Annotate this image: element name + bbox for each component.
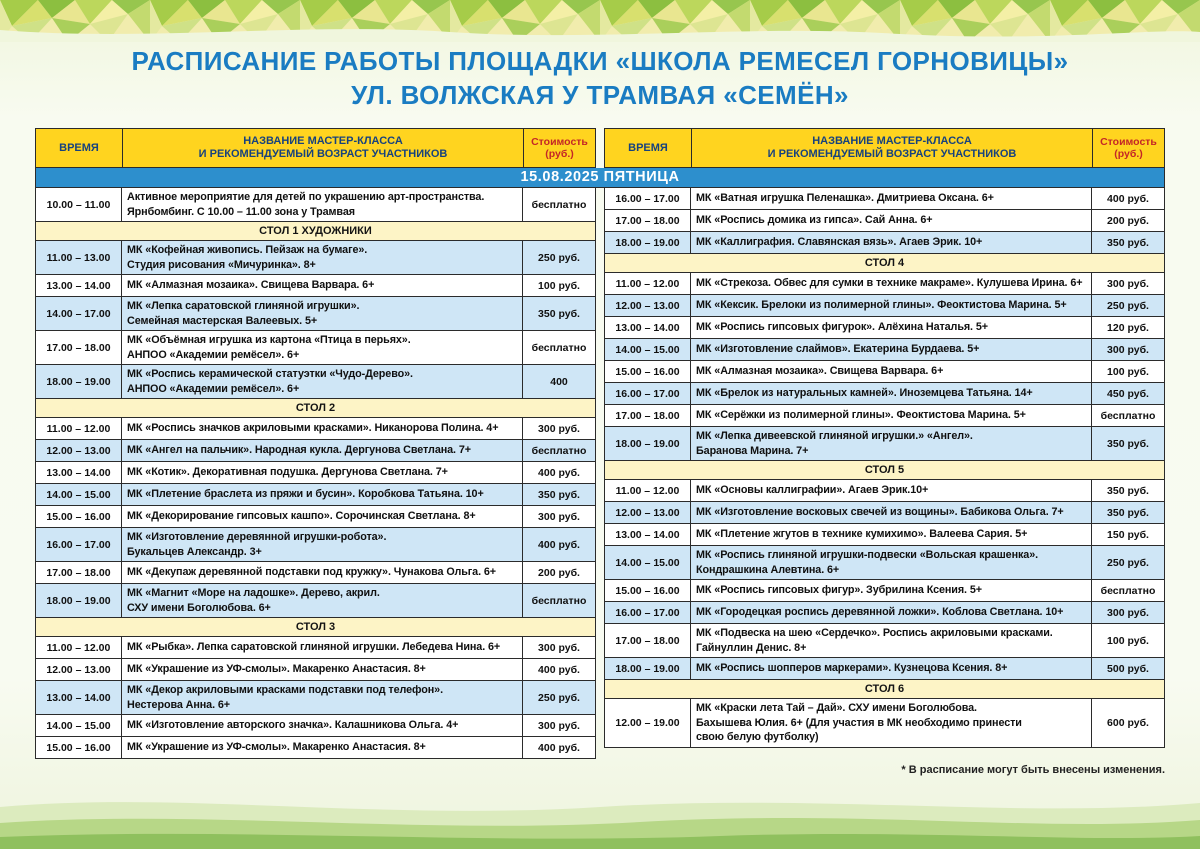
page-title-line2: УЛ. ВОЛЖСКАЯ У ТРАМВАЯ «СЕМЁН» (351, 80, 849, 110)
price-header-line2: (руб.) (1114, 148, 1143, 160)
table-row (605, 295, 1164, 317)
price-cell: бесплатно (531, 341, 587, 354)
class-name-line: Активное мероприятие для детей по украшению арт-пространства. (127, 191, 485, 203)
class-name-line: МК «Городецкая роспись деревянной ложки». Коблова Светлана. 10+ (696, 606, 1064, 619)
table-row (36, 418, 595, 440)
price-header-line1: Стоимость (531, 136, 588, 148)
time-cell: 12.00 – 13.00 (36, 440, 122, 461)
page-title-line1: РАСПИСАНИЕ РАБОТЫ ПЛОЩАДКИ «ШКОЛА РЕМЕСЕЛ ГОРНОВИЦЫ» (131, 46, 1069, 76)
table-row (605, 210, 1164, 232)
table-row (36, 637, 595, 659)
price-cell: 100 руб. (1107, 365, 1149, 378)
table-row (36, 241, 595, 275)
time-cell: 15.00 – 16.00 (36, 506, 122, 527)
class-name-line: МК «Изготовление авторского значка». Калашникова Ольга. 4+ (127, 719, 459, 732)
price-cell: 300 руб. (538, 510, 580, 523)
table-row (605, 405, 1164, 427)
class-name-line: МК «Магнит «Море на ладошке». Дерево, акрил. (127, 587, 380, 599)
table-row (36, 462, 595, 484)
time-cell: 15.00 – 16.00 (36, 737, 122, 758)
price-cell: 100 руб. (538, 279, 580, 292)
price-cell: 300 руб. (538, 641, 580, 654)
table-row (605, 699, 1164, 747)
table-header-right (604, 128, 1165, 168)
class-name-line: Бахышева Юлия. 6+ (Для участия в МК необходимо принести (696, 716, 1022, 729)
class-name-cell (122, 188, 523, 221)
price-cell: 300 руб. (1107, 277, 1149, 290)
name-header (122, 129, 523, 167)
price-cell: 450 руб. (1107, 387, 1149, 400)
time-cell: 11.00 – 12.00 (36, 637, 122, 658)
class-name-cell (691, 580, 1092, 601)
class-name-line: МК «Алмазная мозаика». Свищева Варвара. 6+ (696, 365, 944, 378)
class-name-cell (122, 715, 523, 736)
price-cell: 250 руб. (538, 251, 580, 264)
time-cell: 13.00 – 14.00 (605, 317, 691, 338)
time-cell: 12.00 – 19.00 (605, 699, 691, 747)
time-cell: 18.00 – 19.00 (605, 658, 691, 679)
time-cell: 16.00 – 17.00 (605, 188, 691, 209)
class-name-cell (122, 659, 523, 680)
class-name-cell (122, 528, 523, 561)
class-name-line: МК «Роспись гипсовых фигурок». Алёхина Наталья. 5+ (696, 321, 988, 334)
time-cell: 17.00 – 18.00 (36, 562, 122, 583)
time-header: ВРЕМЯ (59, 141, 99, 154)
class-name-cell (122, 484, 523, 505)
price-cell: 400 руб. (538, 538, 580, 551)
class-name-cell (122, 506, 523, 527)
time-cell: 11.00 – 12.00 (605, 480, 691, 501)
price-cell: 250 руб. (1107, 556, 1149, 569)
price-cell: 400 руб. (538, 663, 580, 676)
table-row (36, 365, 595, 399)
class-name-line: МК «Алмазная мозаика». Свищева Варвара. 6+ (127, 279, 375, 292)
price-cell: бесплатно (531, 444, 587, 457)
table-header-left (35, 128, 596, 168)
price-cell: 400 руб. (538, 466, 580, 479)
class-name-line: МК «Краски лета Тай – Дай». СХУ имени Боголюбова. (696, 702, 977, 714)
class-name-cell (691, 317, 1092, 338)
class-name-cell (691, 339, 1092, 360)
name-header (691, 129, 1092, 167)
price-cell: 300 руб. (1107, 343, 1149, 356)
class-name-line: Ярнбомбинг. С 10.00 – 11.00 зона у Трамвая (127, 205, 355, 218)
schedule-table-left (35, 188, 596, 759)
class-name-cell (122, 562, 523, 583)
table-row (605, 502, 1164, 524)
price-cell: 350 руб. (1107, 236, 1149, 249)
section-header-row: СТОЛ 2 (36, 399, 595, 418)
class-name-cell (691, 383, 1092, 404)
time-cell: 14.00 – 15.00 (605, 339, 691, 360)
name-header-line2: И РЕКОМЕНДУЕМЫЙ ВОЗРАСТ УЧАСТНИКОВ (198, 148, 448, 160)
time-cell: 17.00 – 18.00 (605, 210, 691, 231)
class-name-line: МК «Стрекоза. Обвес для сумки в технике макраме». Кулушева Ирина. 6+ (696, 277, 1083, 290)
table-row (605, 361, 1164, 383)
table-row (605, 383, 1164, 405)
price-header (523, 129, 595, 167)
date-banner: 15.08.2025 ПЯТНИЦА (35, 168, 1165, 188)
time-cell: 11.00 – 12.00 (36, 418, 122, 439)
table-row (605, 546, 1164, 580)
time-cell: 14.00 – 17.00 (36, 297, 122, 330)
class-name-line: МК «Ватная игрушка Пеленашка». Дмитриева Оксана. 6+ (696, 192, 994, 205)
price-cell: 300 руб. (538, 719, 580, 732)
time-cell: 15.00 – 16.00 (605, 580, 691, 601)
class-name-cell (122, 241, 523, 274)
table-row (605, 658, 1164, 680)
table-row (36, 297, 595, 331)
time-cell: 13.00 – 14.00 (36, 275, 122, 296)
class-name-cell (691, 502, 1092, 523)
class-name-line: МК «Изготовление деревянной игрушки-робота». (127, 531, 387, 543)
table-row (605, 317, 1164, 339)
class-name-cell (691, 295, 1092, 316)
class-name-line: Букальцев Александр. 3+ (127, 545, 262, 558)
class-name-cell (691, 699, 1092, 747)
schedule-table-right (604, 188, 1165, 748)
class-name-line: АНПОО «Академии ремёсел». 6+ (127, 382, 300, 395)
table-row (605, 427, 1164, 461)
price-cell: бесплатно (1100, 409, 1156, 422)
bottom-waves-decoration (0, 789, 1200, 849)
class-name-line: АНПОО «Академии ремёсел». 6+ (127, 348, 300, 361)
table-row (36, 440, 595, 462)
section-header-row: СТОЛ 5 (605, 461, 1164, 480)
class-name-line: свою белую футболку) (696, 731, 819, 743)
price-cell: 300 руб. (1107, 606, 1149, 619)
time-cell: 15.00 – 16.00 (605, 361, 691, 382)
time-cell: 17.00 – 18.00 (36, 331, 122, 364)
table-row (605, 480, 1164, 502)
class-name-line: Семейная мастерская Валеевых. 5+ (127, 314, 318, 327)
price-cell: 350 руб. (1107, 437, 1149, 450)
class-name-cell (691, 427, 1092, 460)
time-cell: 12.00 – 13.00 (605, 295, 691, 316)
price-cell: 350 руб. (538, 307, 580, 320)
class-name-cell (122, 297, 523, 330)
class-name-line: МК «Каллиграфия. Славянская вязь». Агаев Эрик. 10+ (696, 236, 983, 249)
table-row (36, 584, 595, 618)
class-name-line: МК «Подвеска на шею «Сердечко». Роспись акриловыми красками. (696, 627, 1053, 639)
class-name-cell (691, 188, 1092, 209)
class-name-line: МК «Брелок из натуральных камней». Иноземцева Татьяна. 14+ (696, 387, 1033, 400)
price-cell: 400 (550, 375, 568, 388)
time-cell: 11.00 – 13.00 (36, 241, 122, 274)
table-row (605, 524, 1164, 546)
class-name-cell (691, 480, 1092, 501)
name-header-line1: НАЗВАНИЕ МАСТЕР-КЛАССА (812, 135, 972, 147)
table-row (605, 339, 1164, 361)
class-name-line: Баранова Марина. 7+ (696, 444, 809, 457)
class-name-cell (122, 275, 523, 296)
class-name-line: МК «Изготовление слаймов». Екатерина Бурдаева. 5+ (696, 343, 980, 356)
time-cell: 17.00 – 18.00 (605, 624, 691, 657)
table-row (605, 188, 1164, 210)
class-name-cell (122, 440, 523, 461)
class-name-line: МК «Декор акриловыми красками подставки под телефон». (127, 684, 443, 696)
class-name-line: МК «Основы каллиграфии». Агаев Эрик.10+ (696, 484, 929, 497)
price-cell: 200 руб. (1107, 214, 1149, 227)
time-cell: 13.00 – 14.00 (36, 462, 122, 483)
price-cell: 200 руб. (538, 566, 580, 579)
name-header-line2: И РЕКОМЕНДУЕМЫЙ ВОЗРАСТ УЧАСТНИКОВ (767, 148, 1017, 160)
table-row (36, 275, 595, 297)
time-cell: 16.00 – 17.00 (605, 602, 691, 623)
class-name-cell (691, 405, 1092, 426)
time-cell: 14.00 – 15.00 (36, 484, 122, 505)
price-cell: 400 руб. (538, 741, 580, 754)
price-cell: 150 руб. (1107, 528, 1149, 541)
table-row (36, 331, 595, 365)
class-name-line: МК «Рыбка». Лепка саратовской глиняной игрушки. Лебедева Нина. 6+ (127, 641, 501, 654)
class-name-line: МК «Украшение из УФ-смолы». Макаренко Анастасия. 8+ (127, 663, 426, 676)
price-cell: 300 руб. (538, 422, 580, 435)
time-cell: 16.00 – 17.00 (605, 383, 691, 404)
section-header-row: СТОЛ 1 ХУДОЖНИКИ (36, 222, 595, 241)
class-name-cell (122, 418, 523, 439)
time-cell: 12.00 – 13.00 (605, 502, 691, 523)
changes-footnote: * В расписание могут быть внесены изменения. (901, 764, 1165, 776)
class-name-cell (691, 273, 1092, 294)
price-cell: 250 руб. (1107, 299, 1149, 312)
class-name-cell (691, 602, 1092, 623)
class-name-line: Студия рисования «Мичуринка». 8+ (127, 258, 316, 271)
class-name-line: Кондрашкина Алевтина. 6+ (696, 563, 840, 576)
time-cell: 12.00 – 13.00 (36, 659, 122, 680)
time-cell: 16.00 – 17.00 (36, 528, 122, 561)
time-cell: 13.00 – 14.00 (36, 681, 122, 714)
class-name-cell (691, 210, 1092, 231)
section-header-row: СТОЛ 6 (605, 680, 1164, 699)
class-name-line: МК «Декорирование гипсовых кашпо». Сорочинская Светлана. 8+ (127, 510, 476, 523)
price-cell: 350 руб. (538, 488, 580, 501)
page-title (0, 0, 1200, 112)
class-name-cell (691, 361, 1092, 382)
table-row (36, 737, 595, 758)
class-name-line: МК «Объёмная игрушка из картона «Птица в перьях». (127, 334, 411, 346)
class-name-cell (691, 624, 1092, 657)
class-name-cell (691, 546, 1092, 579)
price-header-line2: (руб.) (545, 148, 574, 160)
table-row (605, 602, 1164, 624)
price-cell: 120 руб. (1107, 321, 1149, 334)
class-name-line: МК «Кофейная живопись. Пейзаж на бумаге». (127, 244, 368, 256)
class-name-line: МК «Роспись домика из гипса». Сай Анна. 6+ (696, 214, 933, 227)
table-row (36, 484, 595, 506)
price-cell: 350 руб. (1107, 484, 1149, 497)
table-row (605, 624, 1164, 658)
class-name-line: Нестерова Анна. 6+ (127, 698, 231, 711)
price-cell: 600 руб. (1107, 716, 1149, 729)
time-cell: 17.00 – 18.00 (605, 405, 691, 426)
table-row (36, 681, 595, 715)
table-row (36, 715, 595, 737)
class-name-line: МК «Лепка саратовской глиняной игрушки». (127, 300, 360, 312)
time-cell: 18.00 – 19.00 (605, 232, 691, 253)
class-name-cell (691, 524, 1092, 545)
class-name-line: СХУ имени Боголюбова. 6+ (127, 601, 271, 614)
time-cell: 18.00 – 19.00 (36, 365, 122, 398)
table-row (36, 506, 595, 528)
class-name-cell (122, 365, 523, 398)
price-header (1092, 129, 1164, 167)
class-name-line: МК «Плетение жгутов в технике кумихимо». Валеева Сария. 5+ (696, 528, 1028, 541)
price-cell: 250 руб. (538, 691, 580, 704)
class-name-cell (122, 637, 523, 658)
price-header-line1: Стоимость (1100, 136, 1157, 148)
class-name-line: МК «Кексик. Брелоки из полимерной глины». Феоктистова Марина. 5+ (696, 299, 1067, 312)
class-name-line: МК «Роспись керамической статуэтки «Чудо-Дерево». (127, 368, 413, 380)
price-cell: бесплатно (531, 198, 587, 211)
class-name-cell (691, 658, 1092, 679)
class-name-cell (691, 232, 1092, 253)
price-cell: 500 руб. (1107, 662, 1149, 675)
price-cell: 400 руб. (1107, 192, 1149, 205)
name-header-line1: НАЗВАНИЕ МАСТЕР-КЛАССА (243, 135, 403, 147)
class-name-line: МК «Роспись значков акриловыми красками». Никанорова Полина. 4+ (127, 422, 499, 435)
price-cell: 100 руб. (1107, 634, 1149, 647)
class-name-line: МК «Роспись гипсовых фигур». Зубрилина Ксения. 5+ (696, 584, 982, 597)
price-cell: бесплатно (531, 594, 587, 607)
schedule-tables (35, 128, 1165, 759)
table-row (36, 188, 595, 222)
price-cell: 350 руб. (1107, 506, 1149, 519)
class-name-cell (122, 331, 523, 364)
table-row (605, 580, 1164, 602)
table-row (605, 232, 1164, 254)
section-header-row: СТОЛ 3 (36, 618, 595, 637)
table-row (36, 659, 595, 681)
class-name-line: МК «Декупаж деревянной подставки под кружку». Чунакова Ольга. 6+ (127, 566, 496, 579)
time-header: ВРЕМЯ (628, 141, 668, 154)
time-cell: 13.00 – 14.00 (605, 524, 691, 545)
class-name-line: МК «Лепка дивеевской глиняной игрушки.» «Ангел». (696, 430, 973, 442)
class-name-line: МК «Котик». Декоративная подушка. Дергунова Светлана. 7+ (127, 466, 448, 479)
table-row (605, 273, 1164, 295)
class-name-line: Гайнуллин Денис. 8+ (696, 641, 807, 654)
time-cell: 14.00 – 15.00 (36, 715, 122, 736)
class-name-cell (122, 737, 523, 758)
class-name-line: МК «Серёжки из полимерной глины». Феоктистова Марина. 5+ (696, 409, 1026, 422)
class-name-line: МК «Ангел на пальчик». Народная кукла. Дергунова Светлана. 7+ (127, 444, 471, 457)
table-row (36, 562, 595, 584)
class-name-cell (122, 584, 523, 617)
class-name-cell (122, 681, 523, 714)
time-cell: 11.00 – 12.00 (605, 273, 691, 294)
class-name-line: МК «Изготовление восковых свечей из вощины». Бабикова Ольга. 7+ (696, 506, 1064, 519)
class-name-line: МК «Роспись шопперов маркерами». Кузнецова Ксения. 8+ (696, 662, 1008, 675)
class-name-line: МК «Плетение браслета из пряжи и бусин». Коробкова Татьяна. 10+ (127, 488, 484, 501)
class-name-line: МК «Украшение из УФ-смолы». Макаренко Анастасия. 8+ (127, 741, 426, 754)
time-cell: 18.00 – 19.00 (605, 427, 691, 460)
price-cell: бесплатно (1100, 584, 1156, 597)
time-cell: 10.00 – 11.00 (36, 188, 122, 221)
time-cell: 18.00 – 19.00 (36, 584, 122, 617)
time-cell: 14.00 – 15.00 (605, 546, 691, 579)
class-name-line: МК «Роспись глиняной игрушки-подвески «Вольская крашенка». (696, 549, 1039, 561)
table-row (36, 528, 595, 562)
class-name-cell (122, 462, 523, 483)
section-header-row: СТОЛ 4 (605, 254, 1164, 273)
